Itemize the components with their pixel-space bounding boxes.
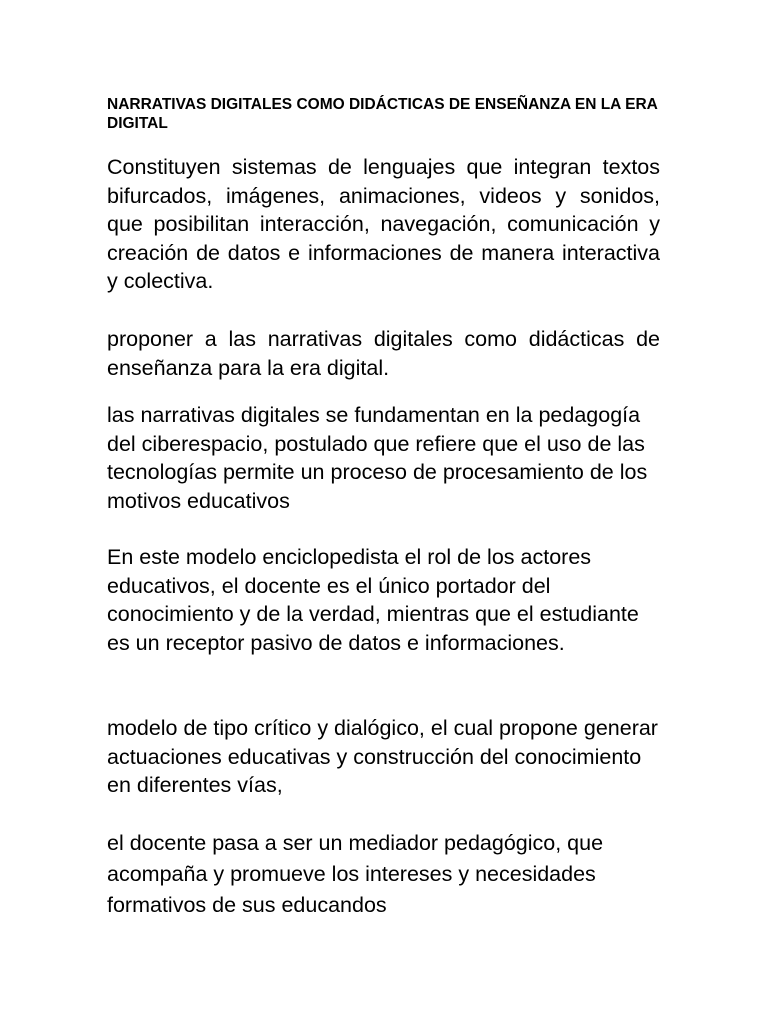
- paragraph-objective: proponer a las narrativas digitales como didácticas de enseñanza para la era digital.: [107, 327, 660, 380]
- paragraph-foundation: las narrativas digitales se fundamentan en la pedagogía del ciberespacio, postulado que refiere que el uso de las tecnologías permite un proceso de procesamiento de los motivos educativos: [107, 403, 648, 513]
- paragraph-critical-model: modelo de tipo crítico y dialógico, el cual propone generar actuaciones educativas y construcción del conocimiento en diferentes vías,: [107, 716, 658, 797]
- paragraph-definition: Constituyen sistemas de lenguajes que integran textos bifurcados, imágenes, animaciones, videos y sonidos, que posibilitan interacción, navegación, comunicación y creación de datos e informaciones de manera interactiva y colectiva.: [107, 155, 660, 293]
- paragraph-encyclopedic-model: En este modelo enciclopedista el rol de los actores educativos, el docente es el único portador del conocimiento y de la verdad, mientras que el estudiante es un receptor pasivo de datos e informaciones.: [107, 545, 639, 655]
- document-title: NARRATIVAS DIGITALES COMO DIDÁCTICAS DE ENSEÑANZA EN LA ERA DIGITAL: [107, 96, 658, 132]
- paragraph-teacher-role: el docente pasa a ser un mediador pedagógico, que acompaña y promueve los intereses y necesidades formativos de sus educandos: [107, 831, 604, 917]
